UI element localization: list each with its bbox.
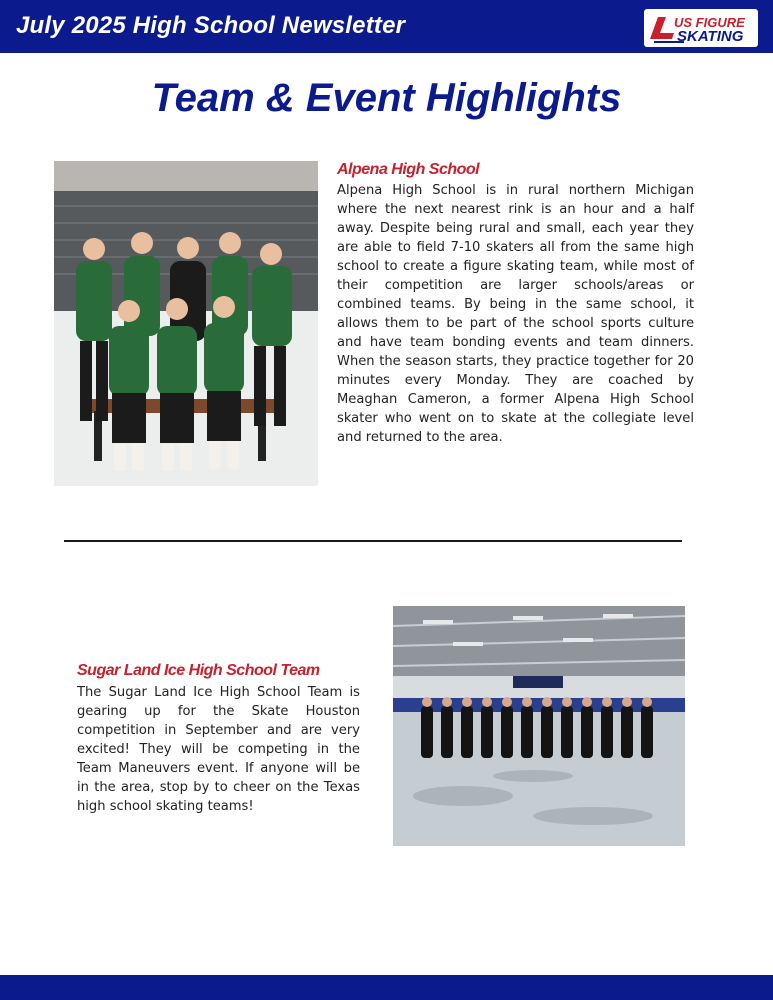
us-figure-skating-logo	[644, 9, 758, 47]
section-body-sugar-land: The Sugar Land Ice High School Team is gearing up for the Skate Houston competition in September and are very excited! They will be competing in the Team Maneuvers event. If anyone will be in the area, stop by to cheer on the Texas high school skating teams!	[77, 685, 360, 814]
page-title: Team & Event Highlights	[151, 76, 622, 120]
footer-bar	[0, 975, 773, 1000]
logo-text-line1: US FIGURE	[674, 15, 745, 30]
newsletter-title: July 2025 High School Newsletter	[16, 12, 406, 39]
section-heading-sugar-land: Sugar Land Ice High School Team	[77, 662, 320, 679]
section-heading-alpena: Alpena High School	[337, 161, 480, 178]
alpena-team-photo	[54, 161, 318, 486]
header-bar	[0, 0, 773, 53]
sugar-land-team-photo	[393, 606, 685, 846]
logo-text-line2: SKATING	[677, 28, 744, 45]
section-divider	[64, 540, 682, 542]
section-body-alpena: Alpena High School is in rural northern Michigan where the next nearest rink is an hour and a half away. Despite being rural and small, each year they are able to field 7-10 skaters all from the same high school to create a figure skating team, while most of their competition are larger schools/areas or combined teams. By being in the same school, it allows them to be part of the school sports culture and have team bonding events and team dinners. When the season starts, they practice together for 20 minutes every Monday. They are coached by Meaghan Cameron, a former Alpena High School skater who went on to skate at the collegiate level and returned to the area.	[337, 183, 694, 445]
